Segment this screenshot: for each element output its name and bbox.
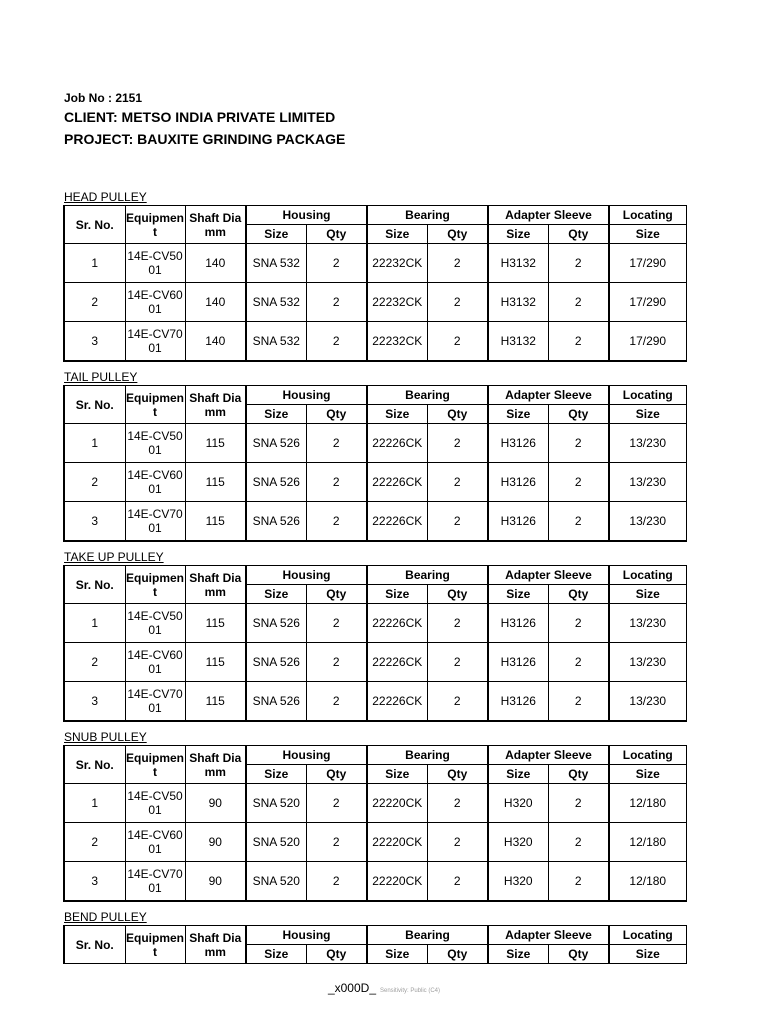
cell-equipment: 14E-CV6001 (125, 643, 185, 682)
adapter-qty-header: Qty (548, 945, 609, 964)
cell-adapter-size: H3126 (488, 463, 548, 502)
cell-sr-no: 1 (64, 784, 125, 823)
header-bearing: Bearing (367, 746, 488, 765)
section-bend-pulley (63, 909, 673, 961)
cell-housing-qty: 2 (306, 322, 367, 362)
cell-bearing-qty: 2 (427, 283, 488, 322)
table-row (64, 322, 686, 362)
housing-size-header: Size (246, 585, 306, 604)
cell-equipment: 14E-CV6001 (125, 283, 185, 322)
adapter-size-header: Size (488, 585, 548, 604)
page-footer (0, 981, 768, 995)
header-bearing: Bearing (367, 566, 488, 585)
header-housing: Housing (246, 206, 367, 225)
header-sr-no: Sr. No. (64, 566, 125, 604)
cell-housing-size: SNA 520 (246, 784, 306, 823)
cell-locating-size: 13/230 (609, 463, 686, 502)
cell-shaft-dia: 115 (185, 463, 246, 502)
locating-size-header: Size (609, 765, 686, 784)
sensitivity-label: Sensitivity: Public (C4) (380, 988, 441, 994)
cell-adapter-qty: 2 (548, 244, 609, 283)
header-sr-no: Sr. No. (64, 206, 125, 244)
cell-equipment: 14E-CV6001 (125, 463, 185, 502)
cell-sr-no: 3 (64, 862, 125, 902)
cell-sr-no: 1 (64, 604, 125, 643)
footer-mark: _x000D_ (327, 981, 376, 995)
housing-qty-header: Qty (306, 765, 367, 784)
cell-shaft-dia: 115 (185, 643, 246, 682)
table-row (64, 244, 686, 283)
cell-adapter-size: H3126 (488, 502, 548, 542)
cell-sr-no: 2 (64, 463, 125, 502)
cell-housing-qty: 2 (306, 862, 367, 902)
locating-size-header: Size (609, 225, 686, 244)
cell-housing-qty: 2 (306, 502, 367, 542)
cell-equipment: 14E-CV7001 (125, 502, 185, 542)
table-row (64, 502, 686, 542)
header-adapter-sleeve: Adapter Sleeve (488, 386, 609, 405)
header-sr-no: Sr. No. (64, 746, 125, 784)
table-row (64, 682, 686, 722)
cell-shaft-dia: 140 (185, 244, 246, 283)
header-housing: Housing (246, 926, 367, 945)
cell-sr-no: 2 (64, 643, 125, 682)
section-title: SNUB PULLEY (64, 730, 147, 744)
cell-bearing-qty: 2 (427, 424, 488, 463)
cell-adapter-qty: 2 (548, 502, 609, 542)
cell-bearing-qty: 2 (427, 502, 488, 542)
adapter-qty-header: Qty (548, 765, 609, 784)
cell-sr-no: 3 (64, 322, 125, 362)
cell-shaft-dia: 90 (185, 862, 246, 902)
cell-locating-size: 12/180 (609, 862, 686, 902)
bearing-size-header: Size (367, 405, 427, 424)
cell-equipment: 14E-CV5001 (125, 604, 185, 643)
header-bearing: Bearing (367, 206, 488, 225)
header-locating: Locating (609, 206, 686, 225)
adapter-size-header: Size (488, 405, 548, 424)
cell-housing-size: SNA 526 (246, 604, 306, 643)
cell-sr-no: 3 (64, 682, 125, 722)
bearing-qty-header: Qty (427, 225, 488, 244)
cell-locating-size: 13/230 (609, 502, 686, 542)
header-adapter-sleeve: Adapter Sleeve (488, 566, 609, 585)
project-name: PROJECT: BAUXITE GRINDING PACKAGE (64, 131, 346, 147)
cell-adapter-size: H3126 (488, 643, 548, 682)
pulley-table (63, 385, 687, 542)
cell-bearing-qty: 2 (427, 604, 488, 643)
header-housing: Housing (246, 386, 367, 405)
header-shaft-dia: Shaft Dia mm (185, 566, 246, 604)
header-locating: Locating (609, 566, 686, 585)
cell-housing-size: SNA 526 (246, 424, 306, 463)
adapter-size-header: Size (488, 765, 548, 784)
table-row (64, 643, 686, 682)
housing-qty-header: Qty (306, 585, 367, 604)
header-locating: Locating (609, 746, 686, 765)
cell-bearing-size: 22226CK (367, 643, 427, 682)
cell-adapter-qty: 2 (548, 463, 609, 502)
locating-size-header: Size (609, 585, 686, 604)
cell-bearing-size: 22226CK (367, 463, 427, 502)
housing-qty-header: Qty (306, 225, 367, 244)
cell-housing-qty: 2 (306, 823, 367, 862)
document-header (64, 90, 345, 150)
housing-size-header: Size (246, 765, 306, 784)
pulley-table (63, 565, 687, 722)
header-adapter-sleeve: Adapter Sleeve (488, 206, 609, 225)
cell-equipment: 14E-CV7001 (125, 862, 185, 902)
cell-adapter-qty: 2 (548, 424, 609, 463)
cell-bearing-qty: 2 (427, 244, 488, 283)
cell-housing-qty: 2 (306, 424, 367, 463)
cell-locating-size: 13/230 (609, 643, 686, 682)
header-equipment: Equipment (125, 926, 185, 964)
cell-adapter-size: H320 (488, 862, 548, 902)
cell-shaft-dia: 90 (185, 823, 246, 862)
header-adapter-sleeve: Adapter Sleeve (488, 926, 609, 945)
cell-adapter-size: H3126 (488, 424, 548, 463)
cell-adapter-size: H320 (488, 823, 548, 862)
cell-bearing-size: 22226CK (367, 682, 427, 722)
header-row (64, 746, 686, 765)
cell-equipment: 14E-CV5001 (125, 784, 185, 823)
cell-housing-qty: 2 (306, 604, 367, 643)
cell-adapter-size: H3132 (488, 283, 548, 322)
table-row (64, 604, 686, 643)
adapter-qty-header: Qty (548, 405, 609, 424)
table-row (64, 823, 686, 862)
header-row (64, 206, 686, 225)
cell-bearing-qty: 2 (427, 463, 488, 502)
cell-sr-no: 2 (64, 823, 125, 862)
pulley-table (63, 745, 687, 902)
section-snub-pulley (63, 729, 673, 902)
cell-adapter-size: H3132 (488, 322, 548, 362)
section-take-up-pulley (63, 549, 673, 722)
cell-bearing-size: 22220CK (367, 862, 427, 902)
header-row (64, 926, 686, 945)
header-housing: Housing (246, 566, 367, 585)
header-adapter-sleeve: Adapter Sleeve (488, 746, 609, 765)
header-shaft-dia: Shaft Dia mm (185, 386, 246, 424)
header-equipment: Equipment (125, 206, 185, 244)
cell-bearing-qty: 2 (427, 862, 488, 902)
adapter-size-header: Size (488, 225, 548, 244)
cell-bearing-size: 22226CK (367, 424, 427, 463)
cell-adapter-qty: 2 (548, 784, 609, 823)
cell-bearing-size: 22232CK (367, 244, 427, 283)
header-locating: Locating (609, 386, 686, 405)
bearing-size-header: Size (367, 225, 427, 244)
cell-locating-size: 13/230 (609, 424, 686, 463)
cell-housing-qty: 2 (306, 283, 367, 322)
client-name: CLIENT: METSO INDIA PRIVATE LIMITED (64, 109, 336, 125)
cell-bearing-qty: 2 (427, 784, 488, 823)
table-row (64, 862, 686, 902)
cell-housing-qty: 2 (306, 244, 367, 283)
header-shaft-dia: Shaft Dia mm (185, 746, 246, 784)
cell-bearing-size: 22226CK (367, 502, 427, 542)
bearing-qty-header: Qty (427, 585, 488, 604)
pulley-table (63, 205, 687, 362)
cell-shaft-dia: 115 (185, 502, 246, 542)
cell-sr-no: 3 (64, 502, 125, 542)
cell-housing-size: SNA 532 (246, 322, 306, 362)
cell-adapter-qty: 2 (548, 862, 609, 902)
header-shaft-dia: Shaft Dia mm (185, 926, 246, 964)
cell-bearing-size: 22232CK (367, 322, 427, 362)
housing-size-header: Size (246, 405, 306, 424)
cell-equipment: 14E-CV7001 (125, 322, 185, 362)
section-head-pulley (63, 189, 673, 362)
bearing-size-header: Size (367, 585, 427, 604)
cell-housing-size: SNA 520 (246, 862, 306, 902)
housing-qty-header: Qty (306, 405, 367, 424)
table-row (64, 283, 686, 322)
section-title: HEAD PULLEY (64, 190, 147, 204)
locating-size-header: Size (609, 405, 686, 424)
header-bearing: Bearing (367, 926, 488, 945)
cell-adapter-size: H3126 (488, 604, 548, 643)
bearing-qty-header: Qty (427, 405, 488, 424)
header-sr-no: Sr. No. (64, 926, 125, 964)
cell-adapter-size: H3132 (488, 244, 548, 283)
cell-shaft-dia: 140 (185, 322, 246, 362)
housing-size-header: Size (246, 945, 306, 964)
section-title: BEND PULLEY (64, 910, 147, 924)
cell-bearing-qty: 2 (427, 682, 488, 722)
adapter-qty-header: Qty (548, 225, 609, 244)
pulley-table (63, 925, 687, 964)
cell-equipment: 14E-CV5001 (125, 424, 185, 463)
header-equipment: Equipment (125, 746, 185, 784)
bearing-size-header: Size (367, 945, 427, 964)
cell-adapter-qty: 2 (548, 322, 609, 362)
header-shaft-dia: Shaft Dia mm (185, 206, 246, 244)
cell-housing-size: SNA 532 (246, 244, 306, 283)
header-row (64, 566, 686, 585)
cell-shaft-dia: 90 (185, 784, 246, 823)
housing-size-header: Size (246, 225, 306, 244)
section-tail-pulley (63, 369, 673, 542)
cell-locating-size: 13/230 (609, 604, 686, 643)
cell-sr-no: 1 (64, 244, 125, 283)
cell-sr-no: 2 (64, 283, 125, 322)
cell-bearing-qty: 2 (427, 643, 488, 682)
cell-adapter-qty: 2 (548, 823, 609, 862)
cell-bearing-qty: 2 (427, 322, 488, 362)
cell-locating-size: 12/180 (609, 784, 686, 823)
cell-locating-size: 17/290 (609, 322, 686, 362)
cell-equipment: 14E-CV5001 (125, 244, 185, 283)
cell-bearing-qty: 2 (427, 823, 488, 862)
cell-adapter-qty: 2 (548, 643, 609, 682)
cell-housing-qty: 2 (306, 643, 367, 682)
table-row (64, 424, 686, 463)
cell-housing-qty: 2 (306, 784, 367, 823)
cell-bearing-size: 22220CK (367, 784, 427, 823)
cell-adapter-qty: 2 (548, 682, 609, 722)
cell-equipment: 14E-CV6001 (125, 823, 185, 862)
header-sr-no: Sr. No. (64, 386, 125, 424)
housing-qty-header: Qty (306, 945, 367, 964)
cell-adapter-size: H3126 (488, 682, 548, 722)
locating-size-header: Size (609, 945, 686, 964)
cell-bearing-size: 22232CK (367, 283, 427, 322)
cell-housing-size: SNA 526 (246, 502, 306, 542)
cell-bearing-size: 22220CK (367, 823, 427, 862)
cell-housing-size: SNA 526 (246, 643, 306, 682)
bearing-qty-header: Qty (427, 945, 488, 964)
cell-shaft-dia: 140 (185, 283, 246, 322)
cell-adapter-size: H320 (488, 784, 548, 823)
cell-housing-qty: 2 (306, 463, 367, 502)
header-equipment: Equipment (125, 566, 185, 604)
adapter-qty-header: Qty (548, 585, 609, 604)
cell-sr-no: 1 (64, 424, 125, 463)
cell-housing-size: SNA 532 (246, 283, 306, 322)
table-row (64, 784, 686, 823)
cell-locating-size: 13/230 (609, 682, 686, 722)
cell-locating-size: 12/180 (609, 823, 686, 862)
cell-housing-size: SNA 520 (246, 823, 306, 862)
cell-housing-size: SNA 526 (246, 463, 306, 502)
cell-adapter-qty: 2 (548, 283, 609, 322)
cell-locating-size: 17/290 (609, 283, 686, 322)
cell-bearing-size: 22226CK (367, 604, 427, 643)
header-equipment: Equipment (125, 386, 185, 424)
header-bearing: Bearing (367, 386, 488, 405)
bearing-size-header: Size (367, 765, 427, 784)
cell-housing-size: SNA 526 (246, 682, 306, 722)
section-title: TAKE UP PULLEY (64, 550, 164, 564)
section-title: TAIL PULLEY (64, 370, 138, 384)
cell-adapter-qty: 2 (548, 604, 609, 643)
job-number: Job No : 2151 (64, 91, 143, 105)
cell-locating-size: 17/290 (609, 244, 686, 283)
cell-shaft-dia: 115 (185, 424, 246, 463)
header-row (64, 386, 686, 405)
header-housing: Housing (246, 746, 367, 765)
bearing-qty-header: Qty (427, 765, 488, 784)
table-row (64, 463, 686, 502)
cell-shaft-dia: 115 (185, 682, 246, 722)
cell-shaft-dia: 115 (185, 604, 246, 643)
cell-equipment: 14E-CV7001 (125, 682, 185, 722)
cell-housing-qty: 2 (306, 682, 367, 722)
header-locating: Locating (609, 926, 686, 945)
adapter-size-header: Size (488, 945, 548, 964)
